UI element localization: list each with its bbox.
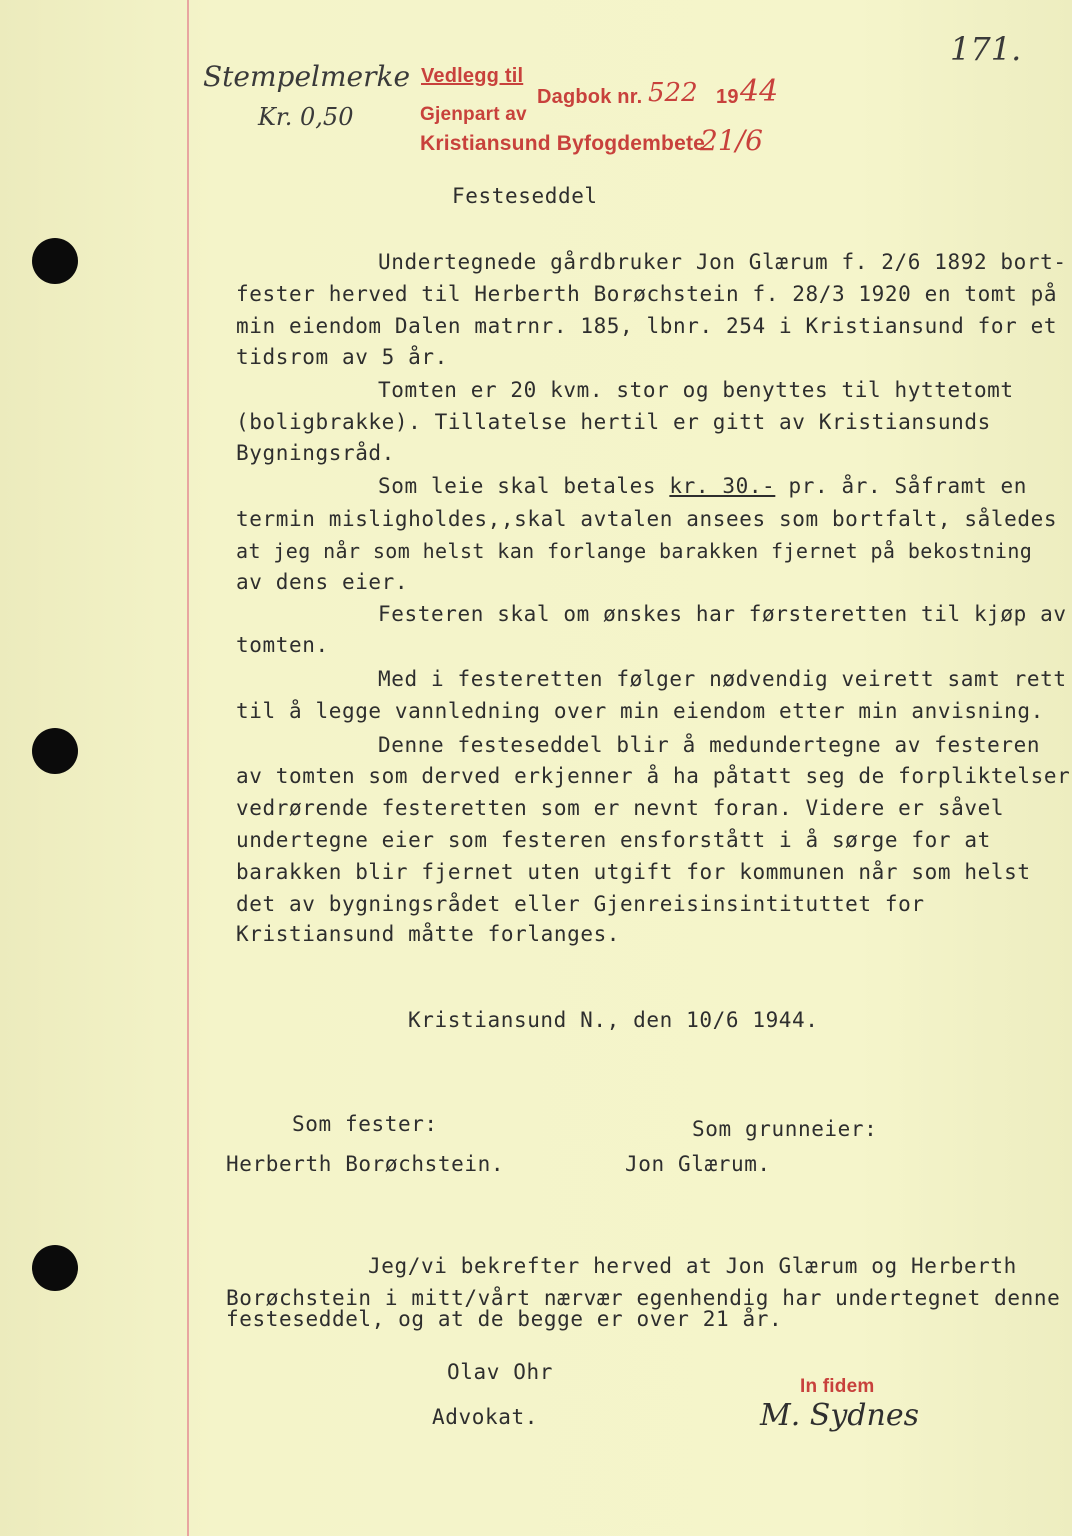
body-line: fester herved til Herberth Borøchstein f. 28/3 1920 en tomt på <box>236 282 1058 306</box>
body-line: termin misligholdes,,skal avtalen ansees som bortfalt, således <box>236 507 1058 531</box>
stamp-office: Kristiansund Byfogdembete <box>420 132 706 155</box>
body-line: tidsrom av 5 år. <box>236 345 448 369</box>
margin-line <box>187 0 189 1536</box>
confirmation-line: festeseddel, og at de begge er over 21 år. <box>226 1307 783 1331</box>
body-line: at jeg når som helst kan forlange barakken fjernet på bekostning <box>236 539 1033 563</box>
body-line: min eiendom Dalen matrnr. 185, lbnr. 254 i Kristiansund for et <box>236 314 1058 338</box>
rent-amount: kr. 30.- <box>669 474 776 498</box>
stamp-year-prefix: 19 <box>716 86 739 108</box>
body-line: av tomten som derved erkjenner å ha påtatt seg de forpliktelser <box>236 764 1071 788</box>
witness-signature: M. Sydnes <box>760 1398 919 1433</box>
body-line-rent <box>378 474 1027 498</box>
grunneier-name: Jon Glærum. <box>625 1152 771 1176</box>
body-line: av dens eier. <box>236 570 409 594</box>
body-line: Kristiansund måtte forlanges. <box>236 922 621 946</box>
body-line: Med i festeretten følger nødvendig veirett samt rett <box>378 667 1067 691</box>
place-date: Kristiansund N., den 10/6 1944. <box>408 1008 819 1032</box>
stamp-dagbok-label: Dagbok nr. <box>537 86 643 108</box>
handwritten-amount: Kr. 0,50 <box>258 103 354 131</box>
witness-title: Advokat. <box>432 1405 538 1429</box>
stamp-date-hand: 21/6 <box>700 124 763 157</box>
body-line: Bygningsråd. <box>236 441 395 465</box>
body-line: vedrørende festeretten som er nevnt foran. Videre er såvel <box>236 796 1005 820</box>
page-number: 171. <box>950 30 1022 68</box>
confirmation-line: Jeg/vi bekrefter herved at Jon Glærum og Herberth <box>368 1254 1017 1278</box>
body-line: det av bygningsrådet eller Gjenreisinsintituttet for <box>236 892 925 916</box>
rent-text-end: pr. år. Såframt en <box>775 474 1027 498</box>
document-title: Festeseddel <box>452 184 598 208</box>
witness-name: Olav Ohr <box>447 1360 553 1384</box>
body-line: undertegne eier som festeren ensforstått i å sørge for at <box>236 828 991 852</box>
body-line: Undertegnede gårdbruker Jon Glærum f. 2/6 1892 bort- <box>378 250 1067 274</box>
body-line: (boligbrakke). Tillatelse hertil er gitt av Kristiansunds <box>236 410 991 434</box>
rent-text: Som leie skal betales <box>378 474 657 498</box>
stamp-vedlegg-til: Vedlegg til <box>421 65 524 87</box>
stamp-dagbok-number: 522 <box>648 78 698 108</box>
body-line: tomten. <box>236 633 329 657</box>
confirmation-line: Borøchstein i mitt/vårt nærvær egenhendig har undertegnet denne <box>226 1286 1061 1310</box>
stamp-year-hand: 44 <box>740 74 779 109</box>
fester-name: Herberth Borøchstein. <box>226 1152 505 1176</box>
punch-hole-top <box>32 238 78 284</box>
body-line: Denne festeseddel blir å medundertegne av festeren <box>378 733 1041 757</box>
body-line: Festeren skal om ønskes har førsteretten til kjøp av <box>378 602 1067 626</box>
handwritten-stempelmerke: Stempelmerke <box>203 60 411 93</box>
punch-hole-bottom <box>32 1245 78 1291</box>
stamp-gjenpart-av: Gjenpart av <box>420 104 527 125</box>
in-fidem-stamp: In fidem <box>800 1376 875 1397</box>
body-line: til å legge vannledning over min eiendom etter min anvisning. <box>236 699 1044 723</box>
grunneier-label: Som grunneier: <box>692 1117 878 1141</box>
body-line: Tomten er 20 kvm. stor og benyttes til hyttetomt <box>378 378 1014 402</box>
body-line: barakken blir fjernet uten utgift for kommunen når som helst <box>236 860 1031 884</box>
fester-label: Som fester: <box>292 1112 438 1136</box>
punch-hole-middle <box>32 728 78 774</box>
